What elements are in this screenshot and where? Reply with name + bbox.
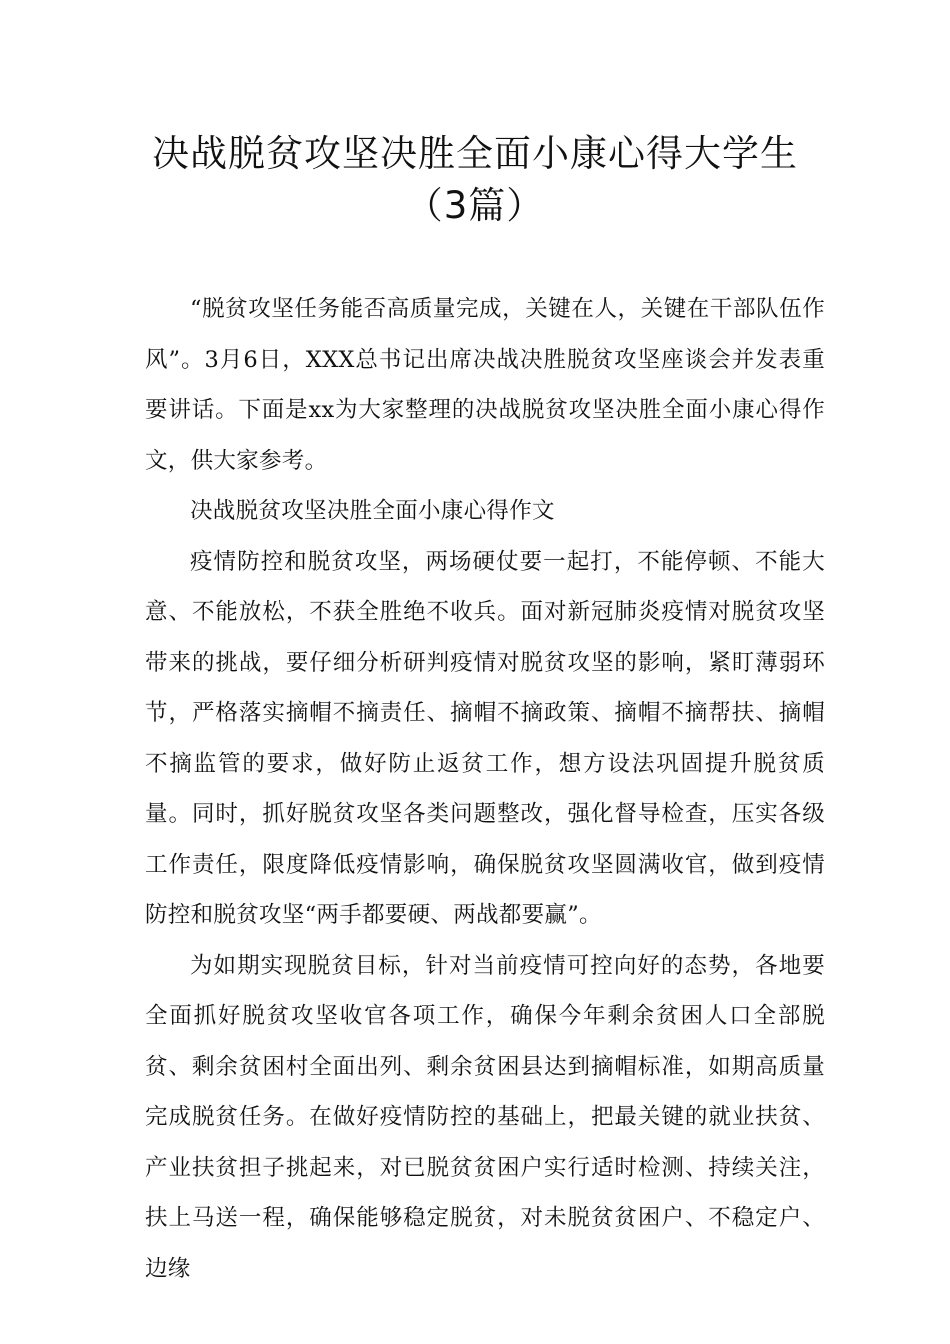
paragraph-subheading: 决战脱贫攻坚决胜全面小康心得作文	[190, 498, 555, 524]
document-title-line-1: 决战脱贫攻坚决胜全面小康心得大学生	[152, 132, 798, 175]
paragraph-epidemic-and-poverty: 疫情防控和脱贫攻坚，两场硬仗要一起打，不能停顿、不能大意、不能放松，不获全胜绝不收兵。面对新冠肺炎疫情对脱贫攻坚带来的挑战，要仔细分析研判疫情对脱贫攻坚的影响，紧盯薄弱环节，严格落实摘帽不摘责任、摘帽不摘政策、摘帽不摘帮扶、摘帽不摘监管的要求，做好防止返贫工作，想方设法巩固提升脱贫质量。同时，抓好脱贫攻坚各类问题整改，强化督导检查，压实各级工作责任，限度降低疫情影响，确保脱贫攻坚圆满收官，做到疫情防控和脱贫攻坚“两手都要硬、两战都要赢”。	[145, 548, 825, 928]
paragraph-intro: “脱贫攻坚任务能否高质量完成，关键在人，关键在干部队伍作风”。3月6日，XXX总书记出席决战决胜脱贫攻坚座谈会并发表重要讲话。下面是xx为大家整理的决战脱贫攻坚决胜全面小康心得作文，供大家参考。	[145, 296, 825, 474]
paragraph-poverty-goals: 为如期实现脱贫目标，针对当前疫情可控向好的态势，各地要全面抓好脱贫攻坚收官各项工作，确保今年剩余贫困人口全部脱贫、剩余贫困村全面出列、剩余贫困县达到摘帽标准，如期高质量完成脱贫任务。在做好疫情防控的基础上，把最关键的就业扶贫、产业扶贫担子挑起来，对已脱贫贫困户实行适时检测、持续关注，扶上马送一程，确保能够稳定脱贫，对未脱贫贫困户、不稳定户、边缘	[145, 952, 825, 1282]
document-body	[145, 284, 825, 1294]
document-title-line-2: （3篇）	[405, 184, 545, 227]
